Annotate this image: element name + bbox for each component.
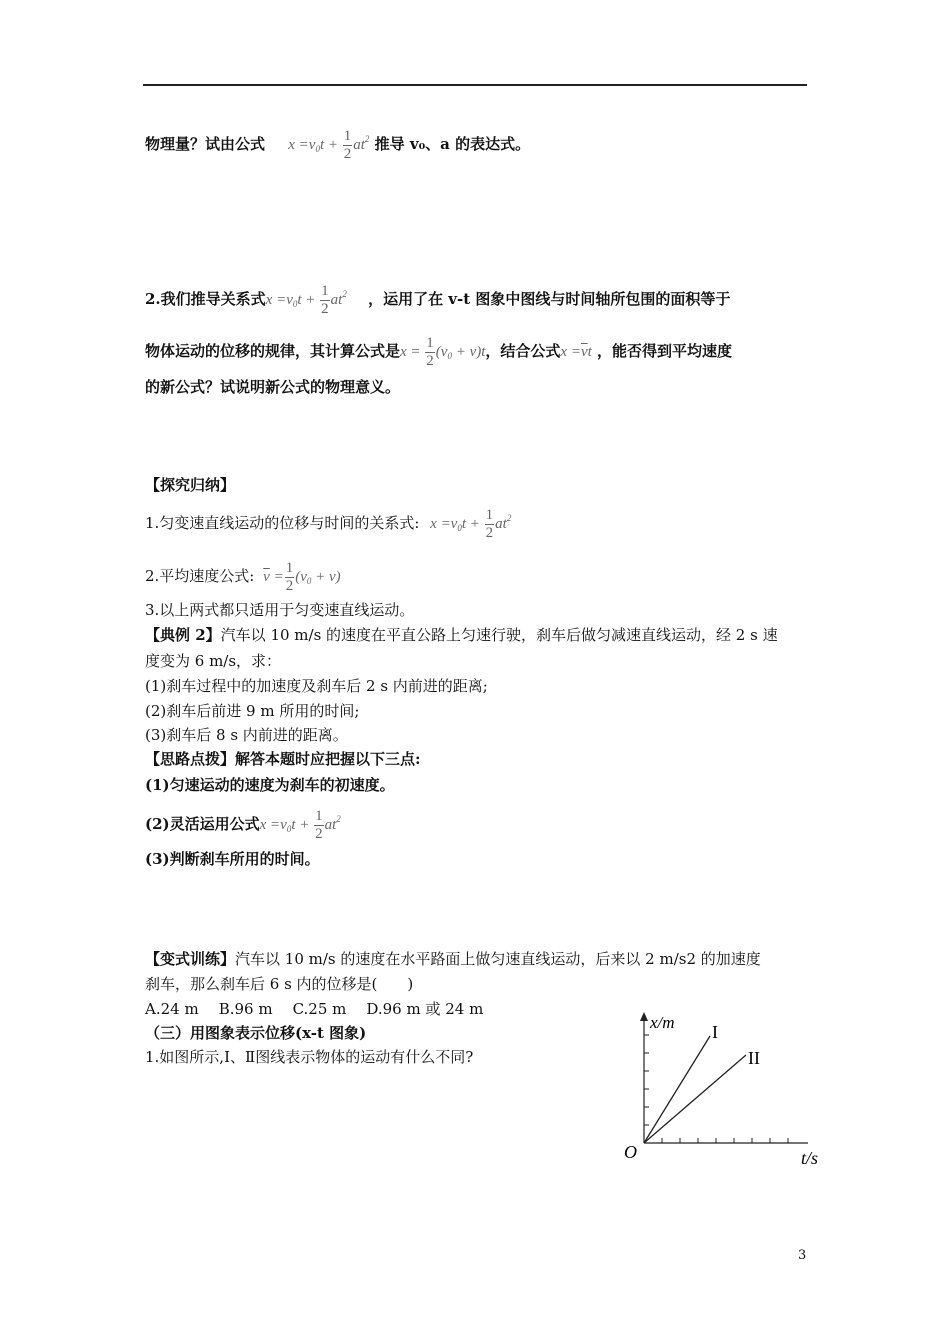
line-II-label: II — [748, 1048, 760, 1068]
origin-label: O — [624, 1142, 637, 1162]
question-2-text-c: 物体运动的位移的规律，其计算公式是 — [145, 341, 401, 360]
summary-heading: 【探究归纳】 — [145, 476, 236, 494]
formula-displacement: $x =v_0t$ + $\frac{1}{2}$ $at^2$ — [430, 507, 512, 542]
xt-graph — [618, 1008, 828, 1168]
question-2-text-b: ，运用了在 v-t 图象中图线与时间轴所包围的面积等于 — [368, 290, 731, 308]
option-a: A.24 m — [145, 1000, 199, 1018]
header-rule — [143, 84, 807, 86]
section-3-question-1: 1.如图所示,Ⅰ、Ⅱ图线表示物体的运动有什么不同? — [145, 1048, 474, 1066]
summary-item-2 — [145, 560, 341, 595]
summary-item-1-text: 1.匀变速直线运动的位移与时间的关系式: — [145, 514, 420, 532]
question-1-text-b: 推导 v₀、a 的表达式。 — [374, 135, 531, 153]
formula-average-velocity: $\overline{v}$ = $\frac{1}{2}$ $(v_0 + v)$ — [263, 560, 341, 594]
question-2-text-e: ，能否得到平均速度 — [597, 341, 733, 360]
summary-item-2-text: 2.平均速度公式: — [145, 566, 255, 585]
question-2-text-a: 2.我们推导关系式 — [145, 290, 266, 308]
question-2-line-1 — [145, 283, 730, 318]
question-1-line — [145, 128, 530, 163]
hints-heading: 【思路点拨】解答本题时应把握以下三点: — [145, 750, 421, 768]
x-axis-ticks — [662, 1138, 788, 1143]
line-II — [644, 1055, 746, 1143]
option-c: C.25 m — [292, 1000, 347, 1018]
variant-text-2: 刹车，那么刹车后 6 s 内的位移是( ) — [145, 975, 414, 993]
example-2-question-2: (2)刹车后前进 9 m 所用的时间; — [145, 702, 360, 720]
formula-displacement: $x =v_0t$ + $\frac{1}{2}$ $at^2$ — [288, 128, 370, 163]
question-2-text-d: ，结合公式 — [485, 341, 561, 360]
summary-item-3: 3.以上两式都只适用于匀变速直线运动。 — [145, 601, 415, 619]
example-2-line-1 — [145, 624, 778, 646]
variant-options — [145, 998, 483, 1020]
hint-1: (1)匀速运动的速度为刹车的初速度。 — [145, 776, 395, 794]
section-3-heading: （三）用图象表示位移(x-t 图象) — [145, 1024, 367, 1042]
variant-label: 【变式训练】 — [145, 950, 236, 968]
hint-2-text: (2)灵活运用公式 — [145, 815, 260, 833]
option-d: D.96 m 或 24 m — [366, 1000, 484, 1018]
formula-displacement: $x =v_0t$ + $\frac{1}{2}$ $at^2$ — [265, 283, 347, 318]
hint-3: (3)判断刹车所用的时间。 — [145, 850, 320, 868]
example-2-question-3: (3)刹车后 8 s 内前进的距离。 — [145, 726, 348, 744]
y-axis-ticks — [644, 1035, 649, 1125]
line-I — [644, 1036, 710, 1143]
variant-line-1 — [145, 948, 761, 970]
question-1-text-a: 物理量？试由公式 — [145, 135, 266, 153]
variant-text-1: 汽车以 10 m/s 的速度在水平路面上做匀速直线运动，后来以 2 m/s2 的加速度 — [235, 950, 761, 968]
example-2-text-2: 度变为 6 m/s，求： — [145, 652, 282, 670]
x-axis-label: t/s — [801, 1148, 819, 1168]
formula-area: x = $\frac{1}{2}$ $(v_0 + v)t$ — [400, 335, 486, 369]
example-2-text-1: 汽车以 10 m/s 的速度在平直公路上匀速行驶，刹车后做匀减速直线运动，经 2 s 速 — [220, 626, 778, 644]
example-2-question-1: (1)刹车过程中的加速度及刹车后 2 s 内前进的距离; — [145, 677, 488, 695]
page-number: 3 — [798, 1248, 807, 1263]
option-b: B.96 m — [218, 1000, 273, 1018]
line-I-label: I — [712, 1022, 718, 1042]
question-2-text-f: 的新公式？试说明新公式的物理意义。 — [145, 378, 401, 396]
question-2-line-2 — [145, 335, 732, 370]
hint-2 — [145, 808, 341, 843]
formula-displacement: $x =v_0t$ + $\frac{1}{2}$ $at^2$ — [259, 808, 341, 843]
example-2-label: 【典例 2】 — [145, 626, 221, 644]
y-axis-label: x/m — [650, 1013, 675, 1032]
y-axis-arrow — [640, 1012, 648, 1021]
formula-average: $x =\overline{v}t$ — [560, 343, 592, 360]
summary-item-1 — [145, 507, 511, 542]
